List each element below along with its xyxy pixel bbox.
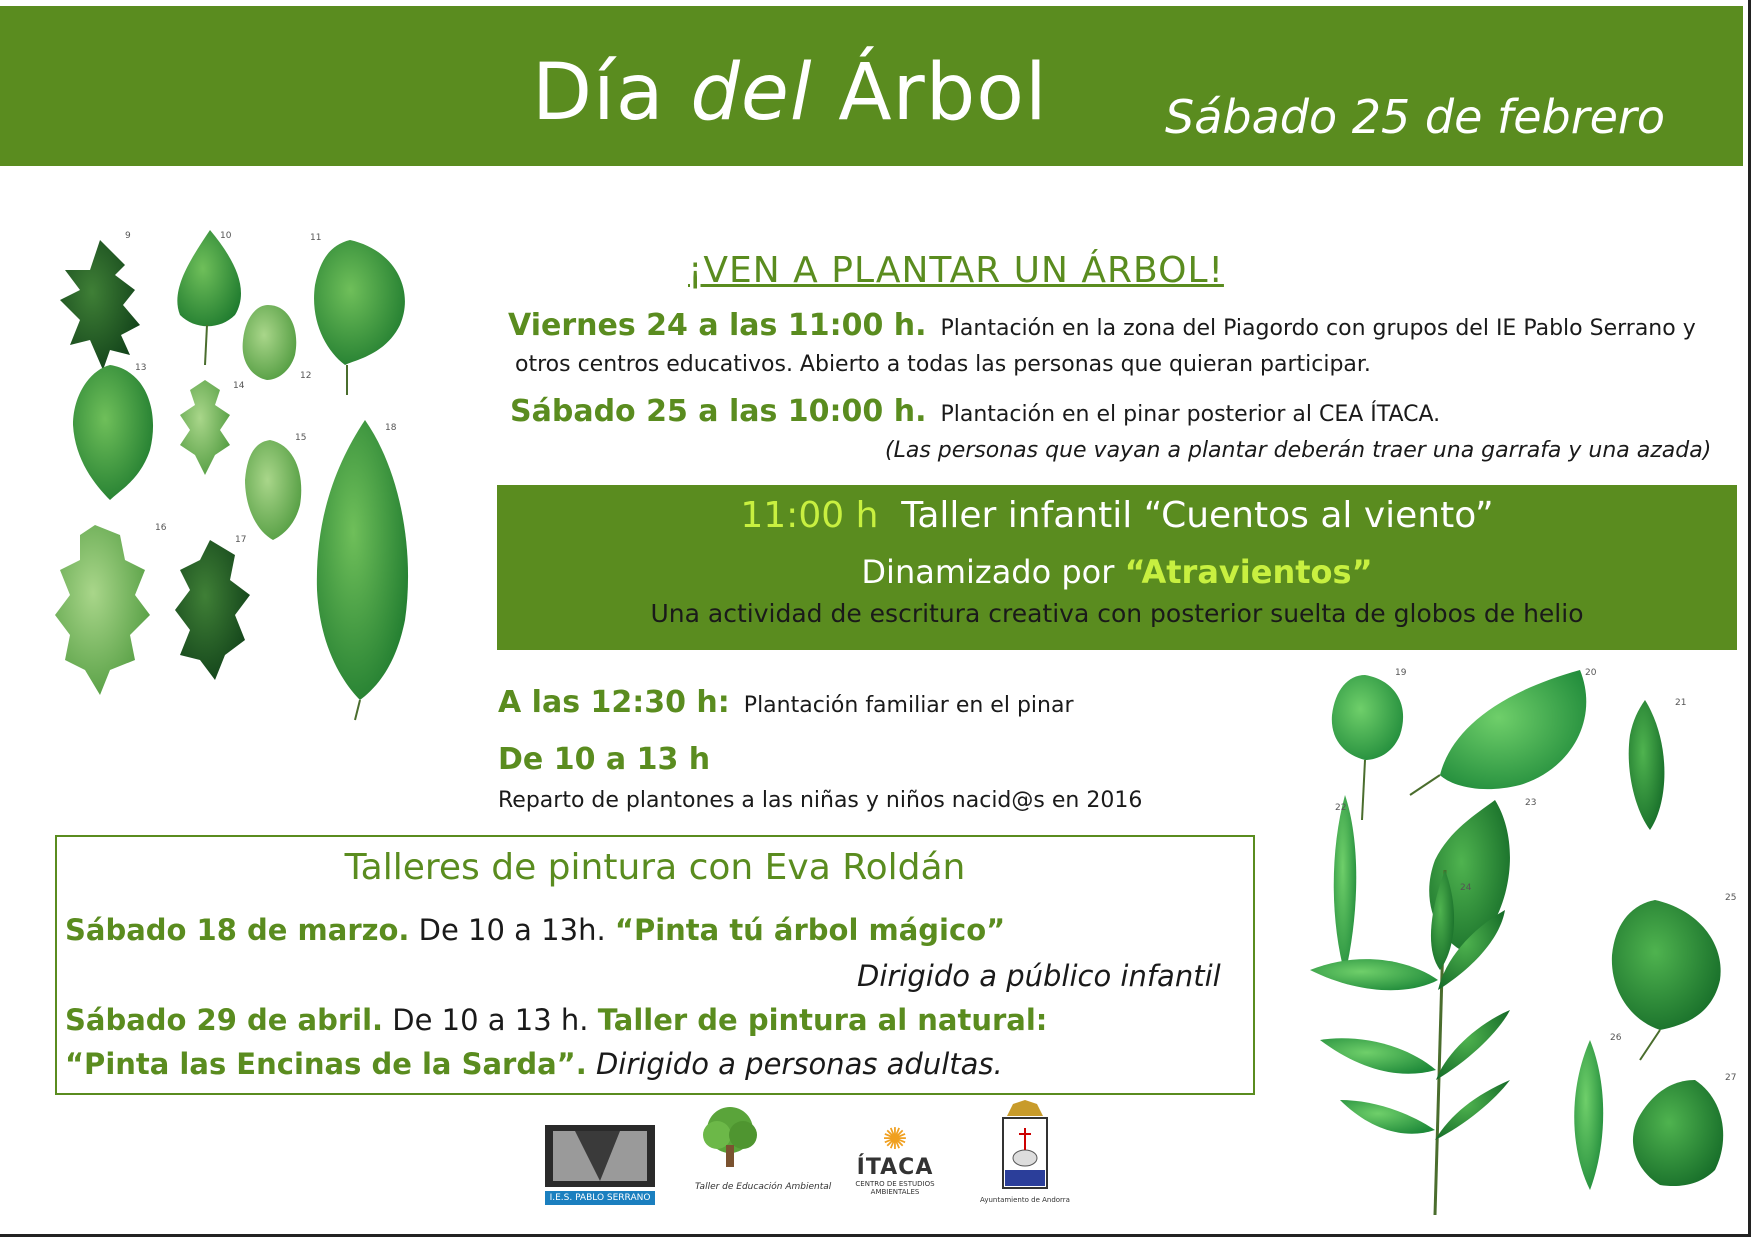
leaf-number: 10 [220, 231, 232, 241]
leaf-birch [177, 230, 241, 365]
ayuntamiento-logo [980, 1100, 1070, 1204]
leaf-number: 15 [295, 433, 307, 443]
leaf-large [1410, 670, 1586, 795]
taller-2: Sábado 29 de abril. De 10 a 13 h. Taller de pintura al natural: [65, 1003, 1048, 1037]
leaf-number: 16 [155, 523, 167, 533]
tree-icon [695, 1105, 765, 1170]
leaf-birch-right [1612, 900, 1721, 1060]
ies-logo-mark [545, 1125, 655, 1187]
taller-infantil-title: 11:00 h Taller infantil “Cuentos al viento” [740, 495, 1494, 536]
leaf-oak-dark [175, 540, 250, 680]
intro-heading: ¡VEN A PLANTAR UN ÁRBOL! [688, 250, 1224, 291]
leaf-number: 13 [135, 363, 147, 373]
ies-logo [545, 1125, 655, 1205]
event-reparto-desc: Reparto de plantones a las niñas y niños nacid@s en 2016 [498, 788, 1143, 813]
page-title: Día del Árbol [532, 48, 1048, 138]
leaf-aspen [1332, 675, 1403, 820]
leaf-number: 17 [235, 535, 247, 545]
leaf-number: 11 [310, 233, 322, 243]
leaf-chestnut [317, 420, 408, 720]
event-sabado-note: (Las personas que vayan a plantar deberán traer una garrafa y una azada) [885, 438, 1712, 463]
leaf-willow [1334, 795, 1357, 975]
taller-infantil-desc: Una actividad de escritura creativa con posterior suelta de globos de helio [650, 599, 1584, 628]
leaf-number: 22 [1335, 803, 1347, 813]
leaf-small [243, 305, 297, 380]
itaca-logo-label: ÍTACA [856, 1155, 934, 1180]
talleres-title: Talleres de pintura con Eva Roldán [344, 847, 966, 888]
event-date: Sábado 25 de febrero [1165, 90, 1665, 144]
leaf-number: 26 [1610, 1033, 1622, 1043]
event-reparto-time: De 10 a 13 h [498, 742, 711, 777]
leaf-holly [60, 240, 140, 380]
talleres-box [55, 835, 1255, 1095]
leaf-oak [55, 525, 150, 695]
leaf-number: 20 [1585, 668, 1597, 678]
event-viernes: Viernes 24 a las 11:00 h. Plantación en la zona del Piagordo con grupos del IE Pablo Serrano y [508, 308, 1696, 343]
leaf-heart [1633, 1080, 1723, 1186]
logos-row [545, 1105, 1145, 1220]
leaf-number: 12 [300, 371, 312, 381]
taller-1: Sábado 18 de marzo. De 10 a 13h. “Pinta tú árbol mágico” [65, 913, 1006, 947]
leaf-lanceolate [1574, 1040, 1603, 1190]
event-plantacion-familiar: A las 12:30 h: Plantación familiar en el pinar [498, 685, 1074, 720]
taller-logo-label: Taller de Educación Ambiental [695, 1182, 832, 1192]
leaf-number: 19 [1395, 668, 1407, 678]
leaf-elm [245, 440, 301, 540]
event-viernes-cont: otros centros educativos. Abierto a todas las personas que quieran participar. [515, 352, 1371, 377]
taller-infantil-box [497, 485, 1737, 650]
leaf-number: 24 [1460, 883, 1472, 893]
itaca-logo [855, 1122, 935, 1196]
taller-2-cont: “Pinta las Encinas de la Sarda”. Dirigido a personas adultas. [65, 1047, 1003, 1081]
leaves-illustration-right [1300, 660, 1740, 1220]
event-sabado: Sábado 25 a las 10:00 h. Plantación en el pinar posterior al CEA ÍTACA. [510, 394, 1441, 429]
ayuntamiento-logo-label: Ayuntamiento de Andorra [980, 1196, 1070, 1204]
leaf-number: 25 [1725, 893, 1737, 903]
leaf-number: 9 [125, 231, 131, 241]
coat-of-arms-icon [995, 1100, 1055, 1192]
leaf-beech-large [314, 240, 405, 395]
leaf-oak-small [180, 380, 230, 475]
leaf-number: 14 [233, 381, 245, 391]
leaves-illustration-left [55, 230, 465, 800]
leaf-number: 27 [1725, 1073, 1737, 1083]
itaca-logo-sub: CENTRO DE ESTUDIOS AMBIENTALES [855, 1180, 935, 1196]
ies-logo-label: I.E.S. PABLO SERRANO [545, 1191, 655, 1205]
leaf-number: 18 [385, 423, 397, 433]
taller-logo [695, 1105, 831, 1192]
taller-infantil-by: Dinamizado por “Atravientos” [861, 553, 1373, 591]
leaf-narrow [1629, 700, 1665, 830]
leaf-beech [73, 365, 153, 500]
taller-1-target: Dirigido a público infantil [857, 959, 1221, 993]
leaf-number: 21 [1675, 698, 1687, 708]
sun-icon: ✺ [882, 1122, 908, 1157]
leaf-number: 23 [1525, 798, 1537, 808]
